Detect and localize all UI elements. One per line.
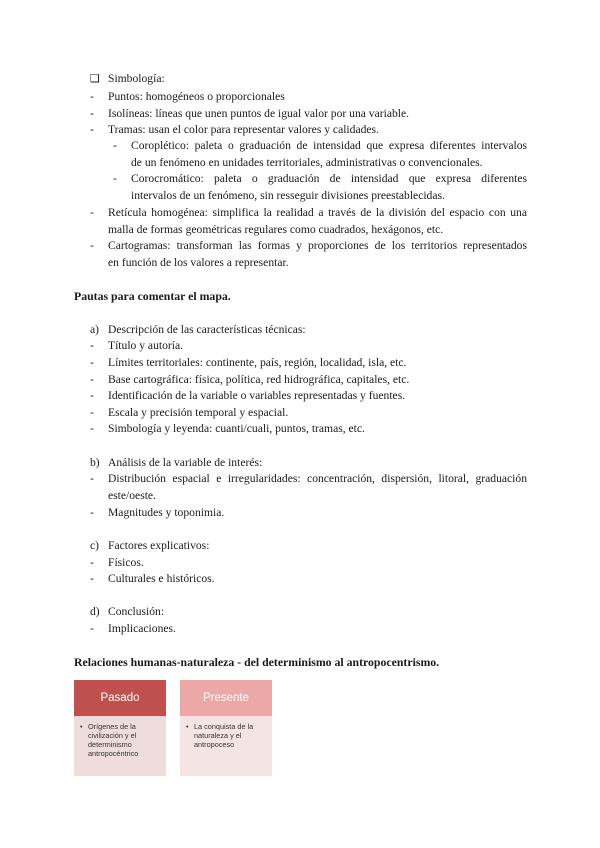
pautas-heading: Pautas para comentar el mapa. bbox=[74, 289, 231, 303]
dash-bullet: - bbox=[90, 339, 94, 352]
section-marker: a) bbox=[90, 323, 100, 336]
relaciones-heading: Relaciones humanas-naturaleza - del determinismo al antropocentrismo. bbox=[74, 655, 440, 669]
dash-bullet: - bbox=[90, 239, 94, 252]
list-item-text: Distribución espacial e irregularidades: concentración, dispersión, litoral, graduación bbox=[108, 472, 527, 485]
dash-bullet: - bbox=[90, 422, 94, 435]
list-item-text: de un fenómeno en unidades territoriales, administrativas o convencionales. bbox=[131, 156, 483, 169]
list-item-text: Culturales e históricos. bbox=[108, 572, 215, 585]
list-item-text: Base cartográfica: física, política, red hidrográfica, capitales, etc. bbox=[108, 373, 410, 386]
dash-bullet: - bbox=[90, 506, 94, 519]
dash-bullet: - bbox=[90, 373, 94, 386]
card-title: Pasado bbox=[74, 680, 166, 716]
dash-bullet: - bbox=[90, 389, 94, 402]
list-item-text: Magnitudes y toponimia. bbox=[108, 506, 225, 519]
list-item-text: Simbología y leyenda: cuanti/cuali, puntos, tramas, etc. bbox=[108, 422, 365, 435]
dash-bullet: - bbox=[90, 622, 94, 635]
card-pasado bbox=[74, 680, 166, 776]
dash-bullet: - bbox=[113, 139, 117, 152]
bullet-dot: • bbox=[80, 722, 83, 731]
list-item-text: Límites territoriales: continente, país, región, localidad, isla, etc. bbox=[108, 356, 407, 369]
section-title: Descripción de las características técnicas: bbox=[108, 323, 306, 336]
list-item-text: Tramas: usan el color para representar valores y calidades. bbox=[108, 123, 379, 136]
section-title: Factores explicativos: bbox=[108, 539, 210, 552]
simbologia-title: Simbología: bbox=[108, 72, 165, 85]
list-item-text: malla de formas geométricas regulares como cuadrados, hexágonos, etc. bbox=[108, 223, 444, 236]
dash-bullet: - bbox=[90, 90, 94, 103]
dash-bullet: - bbox=[90, 206, 94, 219]
dash-bullet: - bbox=[113, 172, 117, 185]
dash-bullet: - bbox=[90, 406, 94, 419]
list-item-text: Identificación de la variable o variables representadas y fuentes. bbox=[108, 389, 406, 402]
dash-bullet: - bbox=[90, 572, 94, 585]
section-marker: b) bbox=[90, 456, 100, 469]
list-item-text: Corocromático: paleta o graduación de intensidad que expresa diferentes bbox=[131, 172, 527, 185]
list-item-text: Coroplético: paleta o graduación de intensidad que expresa diferentes intervalos bbox=[131, 139, 527, 152]
list-item-text: Físicos. bbox=[108, 556, 144, 569]
list-item-text: Retícula homogénea: simplifica la realidad a través de la división del espacio con una bbox=[108, 206, 527, 219]
dash-bullet: - bbox=[90, 107, 94, 120]
section-title: Conclusión: bbox=[108, 605, 165, 618]
list-item-text: Escala y precisión temporal y espacial. bbox=[108, 406, 289, 419]
list-item-text: Implicaciones. bbox=[108, 622, 176, 635]
card-title: Presente bbox=[180, 680, 272, 716]
section-marker: d) bbox=[90, 605, 100, 618]
card-text: Orígenes de la civilización y el determinismo antropocéntrico bbox=[88, 722, 139, 758]
section-marker: c) bbox=[90, 539, 100, 552]
list-item-text: en función de los valores a representar. bbox=[108, 256, 289, 269]
checkbox-bullet-icon: ❑ bbox=[90, 72, 100, 85]
bullet-dot: • bbox=[186, 722, 189, 731]
list-item-text: Cartogramas: transforman las formas y proporciones de los territorios representados bbox=[108, 239, 527, 252]
list-item-text: Título y autoría. bbox=[108, 339, 184, 352]
dash-bullet: - bbox=[90, 556, 94, 569]
dash-bullet: - bbox=[90, 123, 94, 136]
list-item-text: Puntos: homogéneos o proporcionales bbox=[108, 90, 285, 103]
section-title: Análisis de la variable de interés: bbox=[108, 456, 263, 469]
dash-bullet: - bbox=[90, 356, 94, 369]
card-body bbox=[180, 716, 272, 776]
card-presente bbox=[180, 680, 272, 776]
list-item-text: intervalos de un fenómeno, sin resseguir divisiones preestablecidas. bbox=[131, 189, 445, 202]
list-item-text: este/oeste. bbox=[108, 489, 156, 502]
card-text: La conquista de la naturaleza y el antropoceso bbox=[194, 722, 254, 749]
list-item-text: Isolíneas: líneas que unen puntos de igual valor por una variable. bbox=[108, 107, 410, 120]
dash-bullet: - bbox=[90, 472, 94, 485]
card-body bbox=[74, 716, 166, 776]
